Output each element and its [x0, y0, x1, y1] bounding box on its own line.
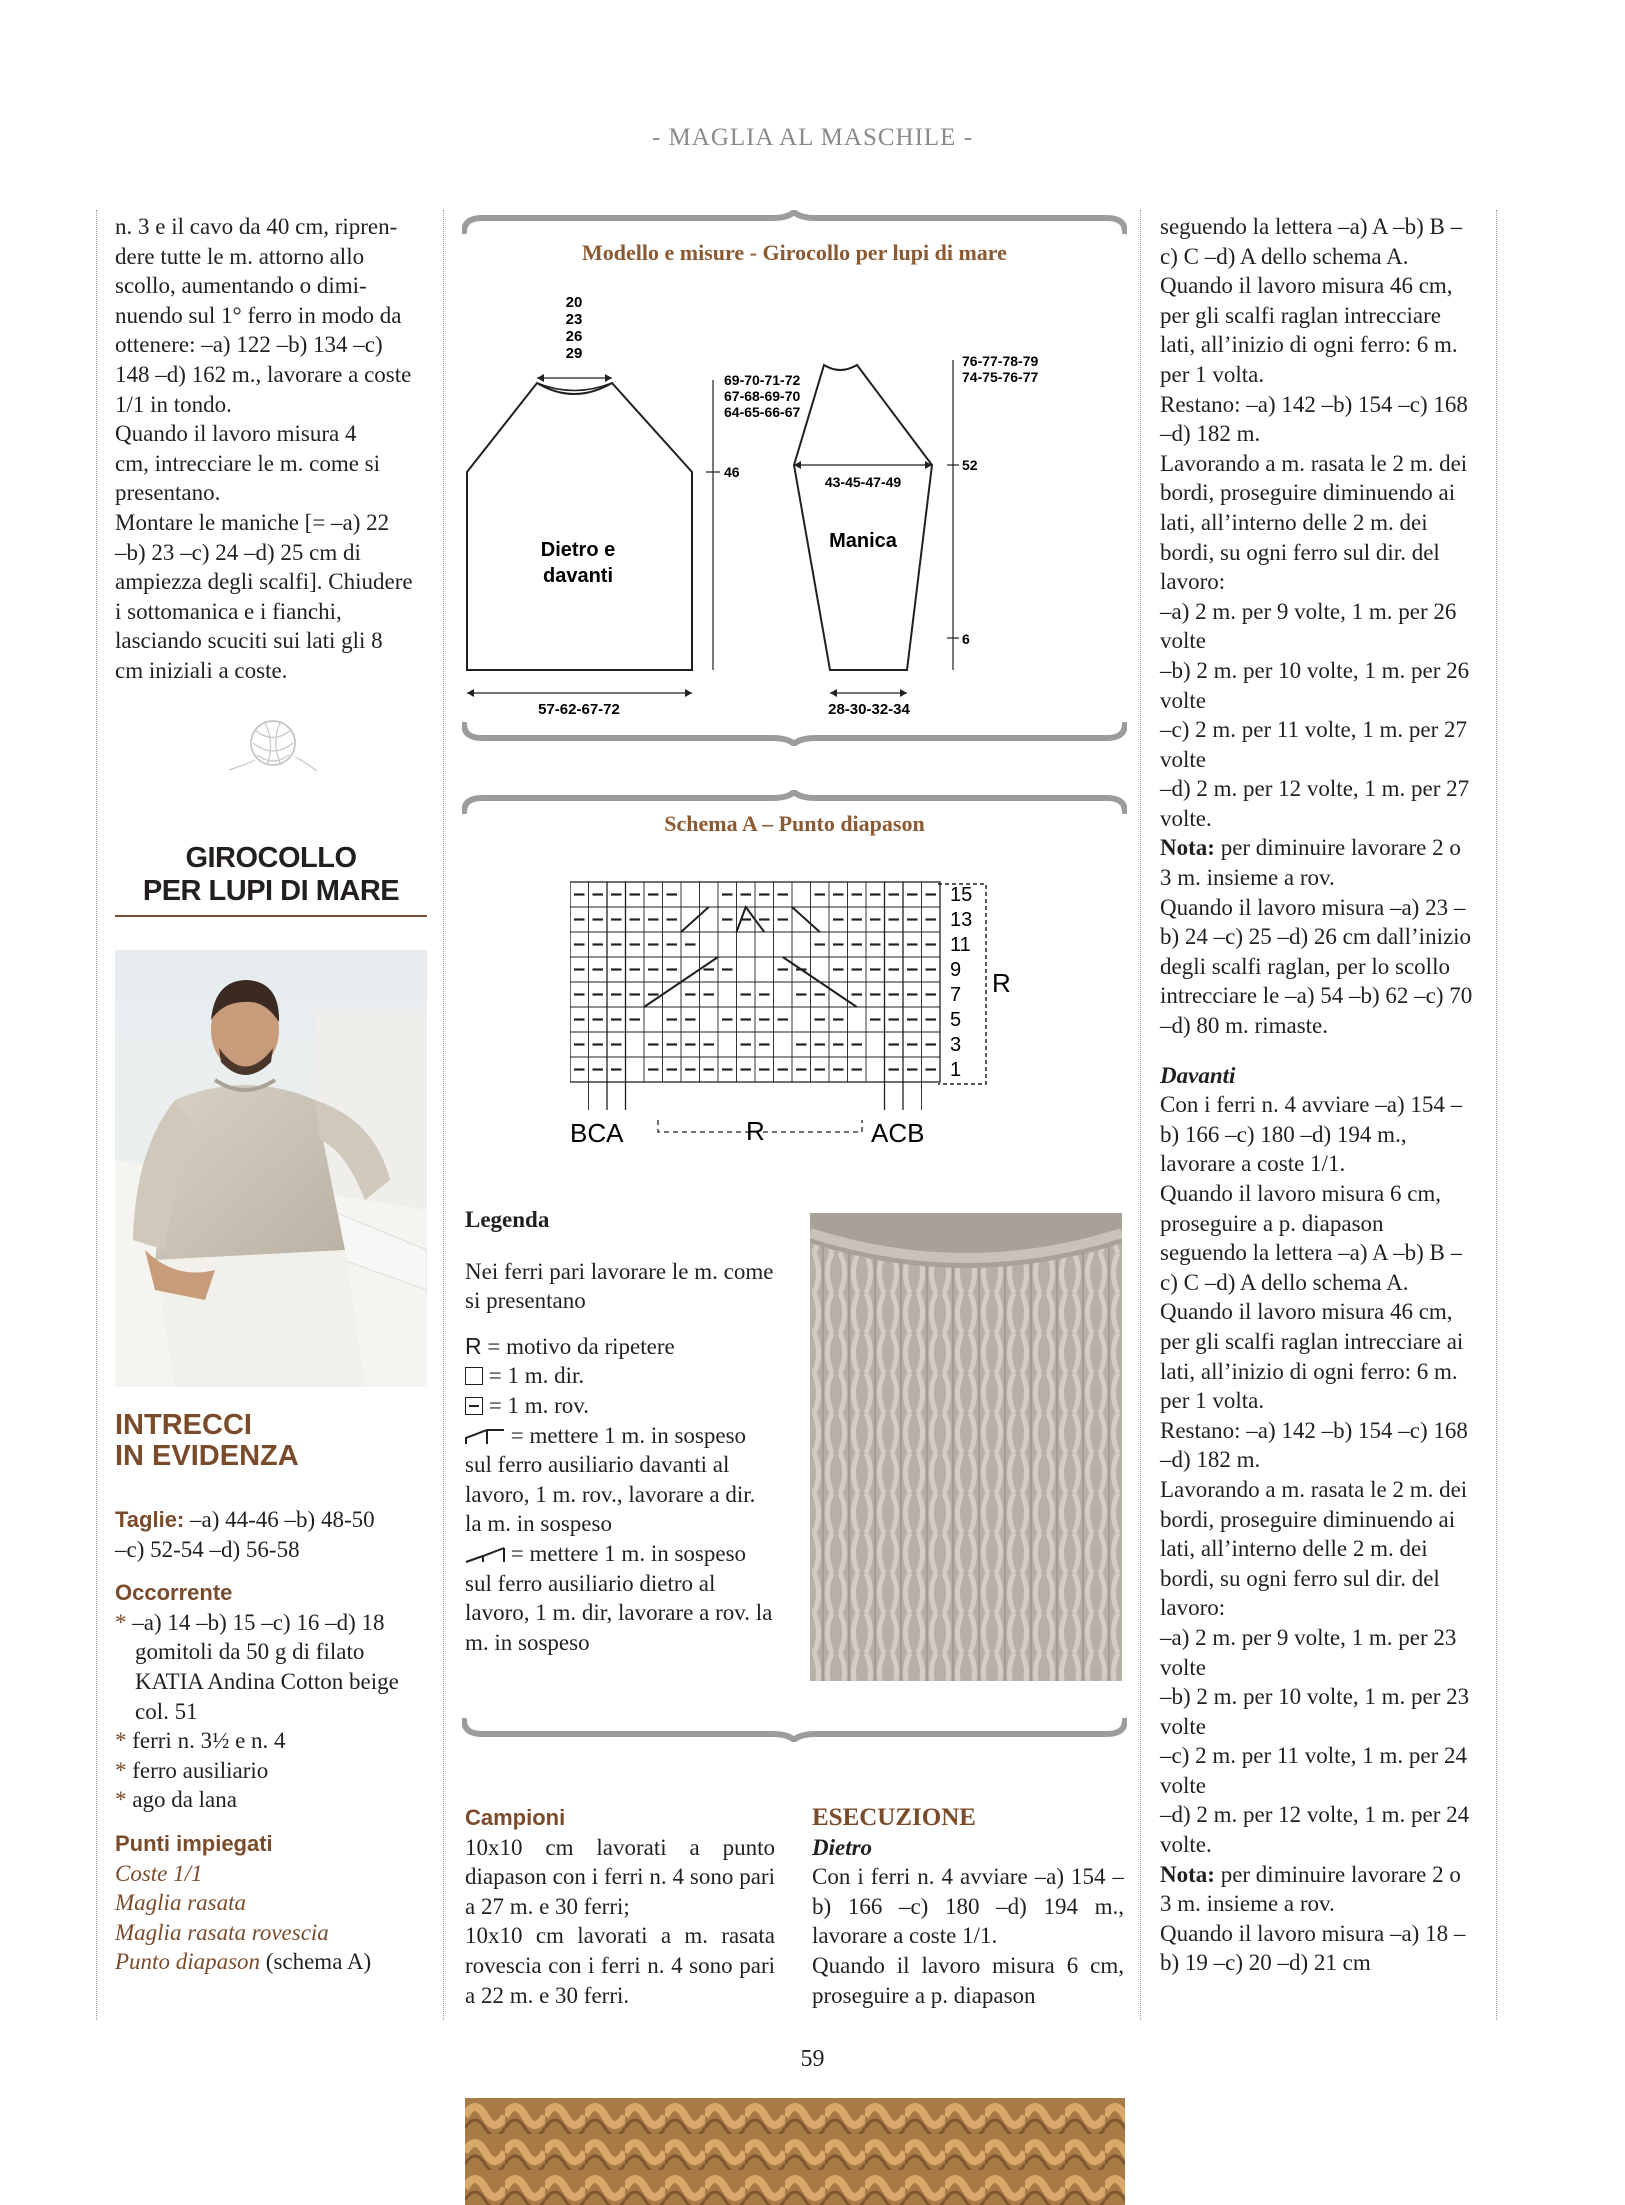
punti-text: Maglia rasata: [115, 1890, 246, 1916]
legend-r-key: R: [465, 1332, 482, 1359]
top-bracket-1: [462, 210, 1127, 234]
col3-nota-2: [1160, 1860, 1473, 1919]
punti-item: [115, 1888, 427, 1918]
bottom-bracket-2: [462, 1718, 1127, 1742]
neck-size-labels: [566, 294, 583, 362]
row-number: 3: [950, 1034, 962, 1056]
bottom-label-right: ACB: [871, 1118, 925, 1148]
col3-p9: Quando il lavoro misura –a) 23 –b) 24 –c) 25 –d) 26 cm dall’inizio degli scalfi raglan, per lo scollo intrecciare le –a) 54 –b) 62 –c) 70 –d) 80 m. rimaste.: [1160, 894, 1473, 1039]
back-cross-icon: [465, 1547, 505, 1563]
col3-d10: Quando il lavoro misura –a) 18 –b) 19 –c) 20 –d) 21 cm: [1160, 1920, 1466, 1976]
sleeve-width-label: 43-45-47-49: [824, 474, 902, 490]
legend-r-text: = motivo da ripetere: [481, 1333, 675, 1359]
punti-list: [115, 1859, 427, 1977]
col1-line: cm, intrecciare le m. come si: [115, 450, 381, 476]
swatch-photo: [810, 1213, 1122, 1681]
col3-p2: Quando il lavoro misura 46 cm, per gli scalfi raglan intrecciare lati, all’inizio di ogni ferro: 6 m. per 1 volta.: [1160, 273, 1458, 387]
schema-title: Schema A – Punto diapason: [664, 811, 925, 836]
col3-p3: Restano: –a) 142 –b) 154 –c) 168 –d) 182 m.: [1160, 391, 1468, 447]
col3-d1: Con i ferri n. 4 avviare –a) 154 –b) 166 –c) 180 –d) 194 m., lavorare a coste 1/1.: [1160, 1092, 1463, 1177]
raglan-labels: [724, 372, 800, 480]
body-width-label: 57-62-67-72: [538, 701, 620, 718]
punti-item: [115, 1947, 427, 1977]
col1-line: nuendo sul 1° ferro in modo da: [115, 302, 402, 328]
col3-p5: –a) 2 m. per 9 volte, 1 m. per 26 volte: [1160, 598, 1457, 654]
cable-stroke: [792, 907, 820, 932]
col1-line: cm iniziali a coste.: [115, 657, 288, 683]
bullet-star-icon: *: [115, 1757, 133, 1783]
sleeve-cuff-height: 6: [962, 631, 970, 647]
punti-item: [115, 1918, 427, 1948]
col3-p4: Lavorando a m. rasata le 2 m. dei bordi, proseguire diminuendo ai lati, all’interno delle 2 m. dei bordi, su ogni ferro sul dir. del lavoro:: [1160, 450, 1468, 595]
row-number: 1: [950, 1059, 962, 1081]
title-line-1: GIROCOLLO: [185, 842, 357, 874]
col1-line: ottenere: –a) 122 –b) 134 –c): [115, 332, 383, 358]
column-divider-2: [1140, 210, 1141, 2020]
col1-line: Montare le maniche [= –a) 22: [115, 509, 390, 535]
row-number: 11: [950, 934, 971, 956]
occorrente-text: ago da lana: [132, 1787, 237, 1813]
esecuzione-block: [812, 1803, 1124, 2010]
occorrente-text: –a) 14 –b) 15 –c) 16 –d) 18 gomitoli da 50 g di filato KATIA Andina Cotton beige col. 51: [132, 1609, 399, 1724]
dietro-label: Dietro: [812, 1834, 873, 1860]
bottom-label-left: BCA: [570, 1118, 624, 1148]
bottom-bracket-1: [462, 722, 1127, 746]
campioni-text-2: 10x10 cm lavorati a m. rasata rovescia con i ferri n. 4 sono pari a 22 m. e 30 ferri.: [465, 1923, 775, 2008]
intrecci-line-2: IN EVIDENZA: [115, 1440, 299, 1472]
col3-d6: –a) 2 m. per 9 volte, 1 m. per 23 volte: [1160, 1624, 1457, 1680]
body-outline: [467, 383, 692, 670]
legend-back-cross: [465, 1539, 775, 1657]
neck-size-d: 29: [565, 345, 583, 362]
col1-line: i sottomanica e i fianchi,: [115, 598, 342, 624]
col3-p6: –b) 2 m. per 10 volte, 1 m. per 26 volte: [1160, 657, 1470, 713]
col3-d8: –c) 2 m. per 11 volte, 1 m. per 24 volte: [1160, 1743, 1468, 1798]
article-title: [115, 842, 427, 908]
stitch-grid: [570, 882, 940, 1110]
body-label-1: Dietro e: [540, 539, 616, 561]
col3-d3: Quando il lavoro misura 46 cm, per gli scalfi raglan intrecciare ai lati, all’inizio di ogni ferro: 6 m. per 1 volta.: [1160, 1299, 1464, 1414]
nota-text: per diminuire lavorare 2 o 3 m. insieme a rov.: [1160, 835, 1461, 891]
legend-intro: Nei ferri pari lavorare le m. come si presentano: [465, 1258, 774, 1314]
taglie-label: Taglie:: [115, 1507, 185, 1532]
column-divider-right: [1496, 210, 1497, 2020]
body-label-2: davanti: [542, 565, 614, 587]
bullet-star-icon: *: [115, 1728, 133, 1754]
row-number: 7: [950, 984, 962, 1006]
sleeve-top-2: 74-75-76-77: [962, 369, 1039, 385]
col1-line: ampiezza degli scalfi]. Chiudere: [115, 569, 413, 595]
col1-line: scollo, aumentando o dimi-: [115, 273, 367, 299]
col1-line: dere tutte le m. attorno allo: [115, 243, 365, 269]
empty-box-icon: [465, 1367, 483, 1385]
column-divider-1: [443, 210, 444, 2020]
punti-text: Maglia rasata rovescia: [115, 1919, 329, 1945]
materials-block: [115, 1505, 427, 1977]
dash-box-icon: [465, 1397, 483, 1415]
col1-line: Quando il lavoro misura 4: [115, 421, 357, 447]
body-height-label: 46: [724, 464, 740, 480]
punti-item: [115, 1859, 427, 1889]
repeat-label: R: [992, 968, 1011, 998]
sleeve-label: Manica: [829, 530, 897, 552]
col3-nota: [1160, 833, 1473, 892]
legend-dir-text: = 1 m. dir.: [483, 1363, 585, 1389]
col1-line: 1/1 in tondo.: [115, 391, 232, 417]
occorrente-item: [115, 1608, 427, 1726]
col3-d5: Lavorando a m. rasata le 2 m. dei bordi, proseguire diminuendo ai lati, all’interno delle 2 m. dei bordi, su ogni ferro sul dir. del lavoro:: [1160, 1476, 1468, 1621]
esecuzione-label: ESECUZIONE: [812, 1804, 976, 1831]
bottom-knit-photo: [465, 2098, 1125, 2205]
measurement-diagram: [462, 280, 1127, 720]
legend-r: [465, 1332, 775, 1362]
front-cross-icon: [465, 1429, 505, 1445]
col1-line: –b) 23 –c) 24 –d) 25 cm di: [115, 539, 361, 565]
punti-suffix: (schema A): [260, 1949, 372, 1975]
diagram-title: Modello e misure - Girocollo per lupi di mare: [582, 240, 1007, 265]
page-number: 59: [800, 2046, 825, 2072]
row-number: 15: [950, 884, 973, 906]
row-number: 13: [950, 909, 973, 931]
sleeve-cuff-label: 28-30-32-34: [828, 701, 910, 718]
nota2-text: per diminuire lavorare 2 o 3 m. insieme a rov.: [1160, 1861, 1461, 1917]
stitch-chart: [570, 880, 1030, 1150]
section-heading-intrecci: [115, 1410, 427, 1472]
raglan-size-1: 69-70-71-72: [724, 372, 801, 388]
occorrente-item: [115, 1726, 427, 1756]
legend-back-text: = mettere 1 m. in sospeso sul ferro ausiliario dietro al lavoro, 1 m. dir, lavorare a rov. la m. in sospeso: [465, 1540, 773, 1655]
nota2-label: Nota:: [1160, 1861, 1215, 1887]
nota-label: Nota:: [1160, 835, 1215, 861]
intrecci-line-1: INTRECCI: [115, 1409, 252, 1441]
legend-front-cross: [465, 1421, 775, 1539]
occorrente-text: ferro ausiliario: [132, 1757, 269, 1783]
col1-line: 148 –d) 162 m., lavorare a coste: [115, 361, 412, 387]
cable-stroke: [681, 907, 709, 932]
column-1-continuation: [115, 212, 427, 686]
row-numbers: [950, 884, 972, 1081]
esecuzione-text-1: Con i ferri n. 4 avviare –a) 154 –b) 166 –c) 180 –d) 194 m., lavorare a coste 1/1.: [812, 1864, 1124, 1949]
col3-p8: –d) 2 m. per 12 volte, 1 m. per 27 volte.: [1160, 776, 1470, 831]
legend-title: Legenda: [465, 1207, 550, 1232]
col3-d2: Quando il lavoro misura 6 cm, proseguire a p. diapason seguendo la lettera –a) A –b) B –c) C –d) A dello schema A.: [1160, 1181, 1463, 1295]
neck-size-b: 23: [565, 311, 583, 328]
row-number: 5: [950, 1009, 962, 1031]
title-underline: [115, 915, 427, 917]
bullet-star-icon: *: [115, 1609, 133, 1635]
taglie-line: [115, 1505, 427, 1535]
sleeve-outline: [794, 365, 932, 670]
neck-size-a: 20: [565, 294, 583, 311]
occorrente-label: Occorrente: [115, 1580, 233, 1606]
neck-size-c: 26: [565, 328, 583, 345]
raglan-size-3: 64-65-66-67: [724, 404, 801, 420]
running-header: - MAGLIA AL MASCHILE -: [651, 124, 974, 151]
legend-rov-text: = 1 m. rov.: [483, 1392, 590, 1418]
sleeve-length-label: 52: [962, 457, 978, 473]
campioni-text-1: 10x10 cm lavorati a punto diapason con i ferri n. 4 sono pari a 27 m. e 30 ferri;: [465, 1834, 775, 1919]
occorrente-item: [115, 1785, 427, 1815]
legend-dir: [465, 1361, 775, 1391]
col1-line: n. 3 e il cavo da 40 cm, ripren-: [115, 214, 398, 239]
punti-text: Punto diapason: [115, 1949, 261, 1975]
occorrente-text: ferri n. 3½ e n. 4: [132, 1728, 286, 1754]
column-divider-left: [96, 210, 97, 2020]
model-photo: [115, 950, 427, 1387]
col3-p1: seguendo la lettera –a) A –b) B –c) C –d) A dello schema A.: [1160, 214, 1463, 269]
taglie-text: –a) 44-46 –b) 48-50: [184, 1507, 375, 1532]
title-line-2: PER LUPI DI MARE: [142, 875, 400, 907]
punti-text: Coste 1/1: [115, 1860, 203, 1886]
yarn-ball-icon: [225, 715, 320, 775]
col3-d7: –b) 2 m. per 10 volte, 1 m. per 23 volte: [1160, 1684, 1470, 1739]
col1-line: presentano.: [115, 480, 221, 506]
campioni-block: [465, 1803, 775, 2010]
punti-label: Punti impiegati: [115, 1830, 273, 1856]
bottom-label-mid: R: [746, 1116, 765, 1146]
raglan-size-2: 67-68-69-70: [724, 388, 801, 404]
col1-line: lasciando scuciti sui lati gli 8: [115, 628, 383, 654]
column-3: [1160, 212, 1473, 1978]
esecuzione-text-2: Quando il lavoro misura 6 cm, proseguire a p. diapason: [812, 1952, 1124, 2008]
sleeve-top-1: 76-77-78-79: [962, 353, 1039, 369]
col3-d4: Restano: –a) 142 –b) 154 –c) 168 –d) 182 m.: [1160, 1417, 1468, 1473]
col3-p7: –c) 2 m. per 11 volte, 1 m. per 27 volte: [1160, 717, 1468, 772]
legend-front-text: = mettere 1 m. in sospeso sul ferro ausiliario davanti al lavoro, 1 m. rov., lavorare a dir. la m. in sospeso: [465, 1422, 756, 1537]
col3-d9: –d) 2 m. per 12 volte, 1 m. per 24 volte.: [1160, 1802, 1470, 1858]
occorrente-list: [115, 1608, 427, 1815]
legend-block: [465, 1205, 775, 1657]
occorrente-item: [115, 1756, 427, 1786]
bullet-star-icon: *: [115, 1787, 133, 1813]
taglie-text-2: –c) 52-54 –d) 56-58: [115, 1536, 300, 1562]
davanti-label: Davanti: [1160, 1062, 1236, 1088]
row-number: 9: [950, 959, 962, 981]
legend-rov: [465, 1391, 775, 1421]
campioni-label: Campioni: [465, 1805, 566, 1830]
